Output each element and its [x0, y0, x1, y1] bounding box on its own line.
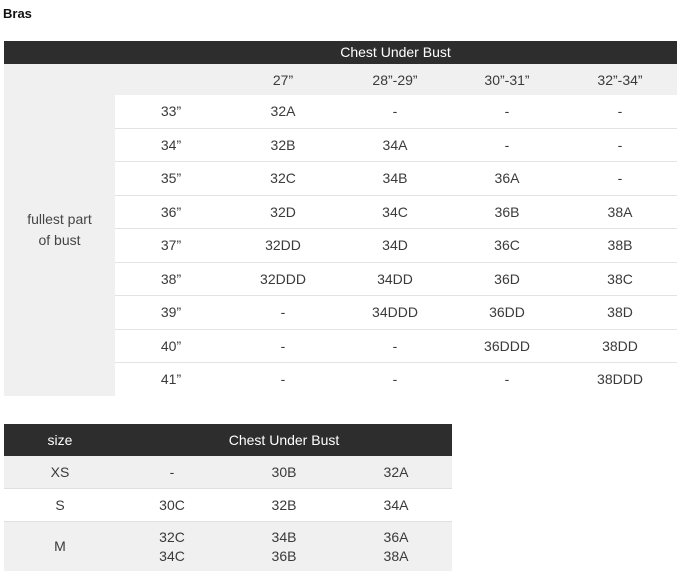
cup-size-cell: - [392, 371, 398, 388]
cup-size-cell: 38A [607, 203, 633, 220]
cup-size-cell: - [280, 337, 286, 354]
cup-size-cell: - [392, 337, 398, 354]
bust-size-cell: 39” [160, 304, 182, 321]
bra-size-cell [116, 528, 228, 566]
cup-size-cell: - [617, 170, 623, 187]
column-header: 27” [272, 71, 294, 88]
cup-size-cell: 36DD [489, 304, 525, 321]
size-table-body [4, 456, 452, 571]
cup-size-cell: 38DDD [597, 371, 643, 388]
bra-size-cell [340, 496, 452, 515]
bust-size-cell: 35” [160, 170, 182, 187]
bust-size-cell: 34” [160, 136, 182, 153]
size-column-header: size [47, 432, 73, 448]
bra-size-value: 34A [383, 496, 409, 513]
cup-size-cell: 32DD [265, 237, 301, 254]
bra-size-value: 30B [271, 463, 297, 480]
cup-size-cell: - [617, 136, 623, 153]
page-heading: Bras [3, 6, 32, 21]
bra-size-cell [340, 463, 452, 482]
cup-size-cell: 34D [382, 237, 408, 254]
bra-size-value: 34B [271, 528, 297, 545]
bra-size-cell [340, 528, 452, 566]
bra-size-value: 36B [271, 547, 297, 564]
size-label-cell: S [55, 496, 65, 513]
cup-size-cell: - [504, 136, 510, 153]
cup-size-cell: 36DDD [484, 337, 530, 354]
bra-size-cell [116, 496, 228, 515]
table-row [115, 296, 677, 330]
cup-size-cell: 32A [270, 103, 296, 120]
bra-size-value: 36A [383, 528, 409, 545]
size-label-cell: XS [50, 463, 70, 480]
chest-under-bust-header: Chest Under Bust [340, 44, 451, 60]
cup-size-cell: - [280, 304, 286, 321]
bust-size-cell: 33” [160, 103, 182, 120]
cup-size-cell: 32D [270, 203, 296, 220]
bra-size-value: 38A [383, 547, 409, 564]
cup-size-cell: 34C [382, 203, 408, 220]
bra-size-cell [116, 463, 228, 482]
size-label-cell: M [54, 538, 66, 554]
bra-size-cell [228, 496, 340, 515]
bra-size-value: 30C [159, 496, 185, 513]
bra-size-value: 32A [383, 463, 409, 480]
table-row [115, 263, 677, 297]
cup-size-cell: - [504, 371, 510, 388]
bra-size-value: 32B [271, 496, 297, 513]
table-row [115, 229, 677, 263]
fullest-part-of-bust-label [4, 64, 115, 396]
bras-table-header [4, 41, 677, 64]
cup-size-cell: 36B [494, 203, 520, 220]
cup-size-cell: 36C [494, 237, 520, 254]
size-conversion-table [4, 424, 452, 571]
cup-size-cell: 38B [607, 237, 633, 254]
table-row [4, 489, 452, 522]
bust-size-cell: 40” [160, 337, 182, 354]
cup-size-cell: 32C [270, 170, 296, 187]
column-header-row [115, 64, 677, 95]
bra-size-value: - [169, 463, 175, 480]
bra-size-value: 34C [159, 547, 185, 564]
table-row [4, 522, 452, 571]
size-table-header [4, 424, 452, 456]
cup-size-cell: 38D [607, 304, 633, 321]
bra-size-cell [228, 463, 340, 482]
cup-size-cell: 36D [494, 270, 520, 287]
cup-size-cell: 38C [607, 270, 633, 287]
table-row [4, 456, 452, 489]
bust-size-cell: 36” [160, 203, 182, 220]
chest-under-bust-header: Chest Under Bust [228, 432, 340, 448]
cup-size-cell: 34DDD [372, 304, 418, 321]
cup-size-cell: 36A [494, 170, 520, 187]
cup-size-cell: 32B [270, 136, 296, 153]
bras-size-table [4, 41, 677, 396]
cup-size-cell: - [504, 103, 510, 120]
bust-size-cell: 37” [160, 237, 182, 254]
cup-size-cell: - [280, 371, 286, 388]
table-row [115, 330, 677, 364]
side-label-line2: of bust [38, 231, 81, 248]
column-header: 28”-29” [372, 71, 418, 88]
cup-size-cell: - [617, 103, 623, 120]
bust-size-cell: 41” [160, 371, 182, 388]
column-header: 32”-34” [597, 71, 643, 88]
table-row [115, 162, 677, 196]
bra-size-cell [228, 528, 340, 566]
column-header: 30”-31” [484, 71, 530, 88]
table-row [115, 95, 677, 129]
table-row [115, 196, 677, 230]
bust-size-cell: 38” [160, 270, 182, 287]
cup-size-cell: - [392, 103, 398, 120]
bras-table-grid [115, 64, 677, 396]
table-row [115, 129, 677, 163]
cup-size-cell: 38DD [602, 337, 638, 354]
table-row [115, 363, 677, 396]
cup-size-cell: 32DDD [260, 270, 306, 287]
cup-size-cell: 34A [382, 136, 408, 153]
cup-size-cell: 34B [382, 170, 408, 187]
side-label-line1: fullest part [27, 210, 92, 227]
cup-size-cell: 34DD [377, 270, 413, 287]
bra-size-value: 32C [159, 528, 185, 545]
